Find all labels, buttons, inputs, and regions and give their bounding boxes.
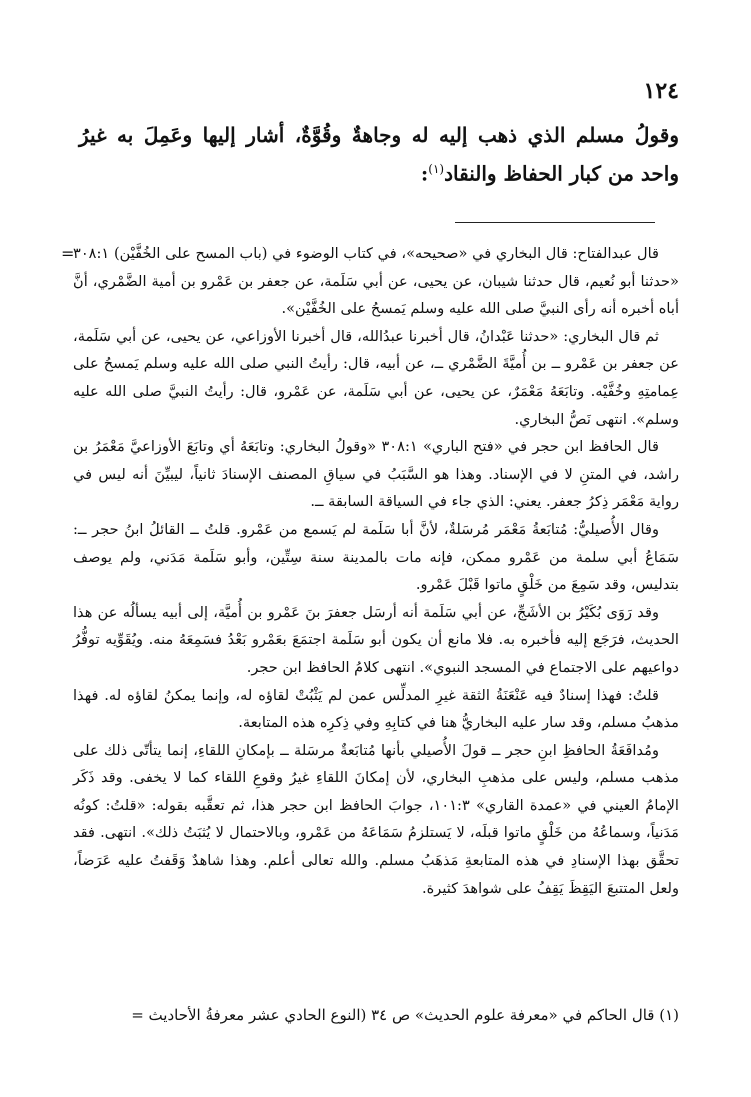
note-paragraph: وقال الأُصيليُّ: مُتابَعةُ مَعْمَر مُرسَلةٌ، لأنَّ أبا سَلَمة لم يَسمع من عَمْرو. قلتُ ــ القائلُ ابنُ حجر ــ: سَمَاعُ أبي سلمة من عَمْرو ممكن، فإنه مات بالمدينة سنة سِتِّين، وأبو سَلَمة مَدَني، ولم يوصف بتدليس، وقد سَمِعَ من خَلْقٍ ماتوا قَبْلَ عَمْرو. [73,520,679,594]
note-paragraph: قال الحافظ ابن حجر في «فتح الباري» ٣٠٨:١ «وقولُ البخاري: وتابَعَهُ أي وتابَعَ الأوزاعيَّ مَعْمَرُ بن راشد، في المتنِ لا في الإسناد. وهذا هو السَّبَبُ في سياقِ المصنف الإسنادَ ثانياً، ليبيِّنَ أنه ليس في رواية مَعْمَر ذِكرُ جعفر. يعني: الذي جاء في السياقة السابقة ــ. [73,438,679,511]
main-paragraph [79,118,679,191]
note-paragraph-text: قال عبدالفتاح: قال البخاري في «صحيحه»، في كتاب الوضوء في (باب المسح على الخُفَّيْن) ٣٠٨:١ «حدثنا أبو نُعيم، قال حدثنا شيبان، عن يحيى، عن أبي سَلَمة، عن جعفر بن عَمْرو بن أمية الضَّمْري، أنَّ أباه أخبره أنه رأى النبيَّ صلى الله عليه وسلم يَمسحُ على الخُفَّيْن». [73,245,679,318]
note-paragraph: قلتُ: فهذا إسنادٌ فيه عَنْعَنَةُ الثقة غيرِ المدلِّس عمن لم يَثْبُتْ لقاؤه له، وإنما يمكنُ لقاؤه له. فهذا مذهبُ مسلم، وقد سار عليه البخاريُّ هنا في كتابِهِ وفي ذِكرِه هذه المتابعة. [73,686,679,732]
note-paragraph: ومُدافَعَةُ الحافظِ ابنِ حجر ــ قولَ الأُصيلي بأنها مُتابَعةٌ مرسَلة ــ بإمكانِ اللقاءِ، إنما يتأتّى ذلك على مذهب مسلم، وليس على مذهبِ البخاري، لأن إمكانَ اللقاءِ غيرُ وقوعِ اللقاء كما لا يخفى. وقد ذَكَر الإمامُ العيني في «عمدة القاري» ١٠١:٣، جوابَ الحافظ ابن حجر هذا، ثم تعقَّبه بقوله: «قلتُ: كونُه مَدَنياً، وسماعُهُ من خَلْقٍ ماتوا قبلَه، لا يَستلزمُ سَمَاعَهُ من عَمْرو، وبالاحتمال لا يُثبَتُ ذلك». انتهى. فقد تحقَّق بهذا الإسنادِ في هذه المتابعةِ مَذهَبُ مسلم. والله تعالى أعلم. وهذا شاهدٌ وَقَفتُ عليه عَرَضاً، ولعل المتتبعَ اليَقِظَ يَقِفُ على شواهدَ كثيرة. [73,741,679,897]
note-paragraph [61,240,679,323]
continued-footnote [61,240,679,902]
continuation-marker: = [61,244,75,263]
footnote-1: (١) قال الحاكم في «معرفة علوم الحديث» ص ٣٤ (النوع الحادي عشر معرفةُ الأحاديث = [131,1006,679,1024]
page-number: ١٢٤ [643,78,679,104]
footnote-reference: (١) [428,162,445,176]
note-paragraph: ثم قال البخاري: «حدثنا عَبْدانُ، قال أخبرنا عبدُالله، قال أخبرنا الأوزاعي، عن يحيى، عن أبي سَلَمة، عن جعفر بن عَمْرو ــ بن أُميَّةَ الضَّمْري ــ، عن أبيه، قال: رأيتُ النبي صلى الله عليه وسلم يَمسحُ على عِمامتِهِ وخُفَّيْه. وتابَعَهُ مَعْمَرٌ، عن يحيى، عن أبي سَلَمة، عن عَمْرو، قال: رأيتُ النبيَّ صلى الله عليه وسلم». انتهى نَصُّ البخاري. [73,327,679,428]
footnote-separator [455,222,655,223]
main-paragraph-tail: : [420,161,429,186]
main-paragraph-text: وقولُ مسلم الذي ذهب إليه له وجاهةٌ وقُوَّةٌ، أشار إليها وعَمِلَ به غيرُ واحد من كبار الحفاظ والنقاد [79,123,679,186]
note-paragraph: وقد رَوَى بُكَيْرُ بن الأشَجِّ، عن أبي سَلَمة أنه أرسَل جعفرَ بنَ عَمْرو بن أُميَّة، إلى أبيه يسألُه عن هذا الحديث، فرَجَع إليه فأخبره به. فلا مانع أن يكون أبو سَلَمة اجتمَعَ بعَمْرو بَعْدُ فسَمِعَهُ منه. ويُقَوِّيه توفُّرُ دواعيهم على الاجتماع في المسجد النبوي». انتهى كلامُ الحافظ ابن حجر. [73,603,679,676]
